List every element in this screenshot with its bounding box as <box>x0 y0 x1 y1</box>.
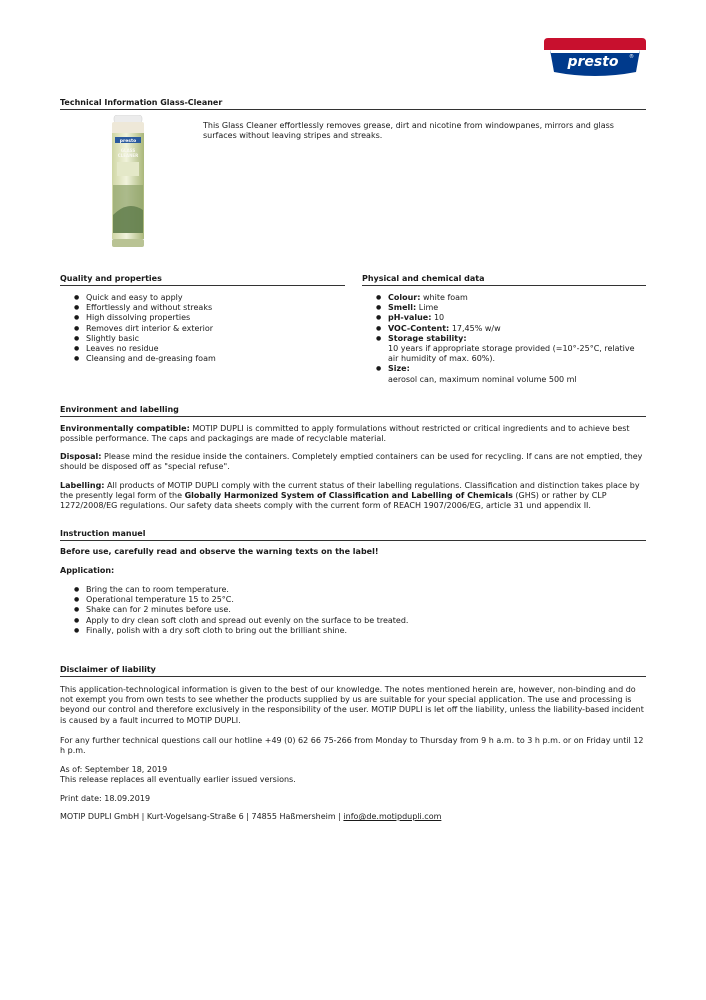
list-item <box>362 303 646 313</box>
disclaimer-paragraph: This application-technological information is given to the best of our knowledge. The notes mentioned herein are, however, non-binding and do not exempt you from own tests to see whether the products supplied by us are suitable for your special application. The use and processing is beyond our control and therefore exclusively in the responsibility of the user. MOTIP DUPLI is let off the liability, unless the liability-based incident is caused by a fault incurred to MOTIP DUPLI. <box>60 685 644 725</box>
disposal-label: Disposal: <box>60 452 102 461</box>
list-item <box>362 293 646 303</box>
spray-can-image <box>108 115 148 247</box>
can-label-line2: CLEANER <box>117 153 139 158</box>
print-date: Print date: 18.09.2019 <box>60 794 151 803</box>
list-item: ● Slightly basic <box>60 334 345 344</box>
ghs-text: Globally Harmonized System of Classification and Labelling of Chemicals <box>184 491 513 501</box>
environment-text: MOTIP DUPLI is committed to apply formulations without restricted or critical ingredients and to achieve best possible performance. The caps and packagings are made of recyclable material. <box>60 424 630 444</box>
physical-list <box>362 293 646 385</box>
environment-title-text: Environment and labelling <box>60 405 179 414</box>
list-item <box>362 334 646 365</box>
list-item: ● Cleansing and de-greasing foam <box>60 354 345 364</box>
disclaimer-section-title <box>60 665 646 677</box>
colour-value: white foam <box>423 293 468 302</box>
labelling-label: Labelling: <box>60 481 105 490</box>
can-brand-text: presto <box>119 139 137 144</box>
product-description: This Glass Cleaner effortlessly removes grease, dirt and nicotine from windowpanes, mirrors and glass surfaces without leaving stripes and streaks. <box>203 121 614 141</box>
list-item: ● Effortlessly and without streaks <box>60 303 345 313</box>
list-item <box>362 324 646 334</box>
environment-paragraph <box>60 424 646 444</box>
list-item: ● High dissolving properties <box>60 313 345 323</box>
page-title <box>60 98 646 110</box>
list-item: ● Removes dirt interior & exterior <box>60 324 345 334</box>
list-item: ● Leaves no residue <box>60 344 345 354</box>
application-steps <box>60 585 646 636</box>
physical-title-text: Physical and chemical data <box>362 274 485 283</box>
smell-label: Smell: <box>388 303 417 313</box>
as-of-date: As of: September 18, 2019 <box>60 765 168 774</box>
warning-text: Before use, carefully read and observe the warning texts on the label! <box>60 547 379 556</box>
labelling-text-b: (GHS) or rather by CLP 1272/2008/EG regulations. Our safety data sheets comply with the current form of REACH 1907/2006/EG, article 31 und appendix II. <box>60 491 607 511</box>
labelling-paragraph <box>60 481 646 512</box>
page-title-text: Technical Information Glass-Cleaner <box>60 98 223 107</box>
storage-value: 10 years if appropriate storage provided (=10°-25°C, relative air humidity of max. 60%). <box>388 344 635 364</box>
footer-address-text: MOTIP DUPLI GmbH | Kurt-Vogelsang-Straße 6 | 74855 Haßmersheim | <box>60 812 344 821</box>
brand-name: presto <box>567 54 619 70</box>
list-item: ● Apply to dry clean soft cloth and spread out evenly on the surface to be treated. <box>60 616 646 626</box>
instruction-section-title <box>60 529 646 541</box>
smell-value: Lime <box>418 303 439 313</box>
hotline-paragraph: For any further technical questions call our hotline +49 (0) 62 66 75-266 from Monday to Thursday from 9 h a.m. to 3 h p.m. or on Friday until 12 h p.m. <box>60 736 644 756</box>
can-label-line1: GLASS <box>120 148 136 153</box>
application-label: Application: <box>60 566 115 575</box>
brand-mark: ® <box>629 54 634 60</box>
disclaimer-title-text: Disclaimer of liability <box>60 665 156 674</box>
list-item: ● Quick and easy to apply <box>60 293 345 303</box>
size-label: Size: <box>388 364 410 374</box>
size-value: aerosol can, maximum nominal volume 500 ml <box>388 374 577 384</box>
voc-value: 17,45% w/w <box>451 323 501 333</box>
ph-label: pH-value: <box>388 313 432 323</box>
presto-logo <box>544 38 646 78</box>
list-item: ● Finally, polish with a dry soft cloth to bring out the brilliant shine. <box>60 626 646 636</box>
list-item: ● Operational temperature 15 to 25°C. <box>60 595 646 605</box>
quality-title-text: Quality and properties <box>60 274 162 283</box>
colour-label: Colour: <box>388 293 421 302</box>
replaces-note: This release replaces all eventually earlier issued versions. <box>60 775 296 784</box>
environment-section-title <box>60 405 646 417</box>
ph-value: 10 <box>433 313 445 323</box>
list-item <box>362 313 646 323</box>
labelling-text-a: All products of MOTIP DUPLI comply with the current status of their labelling regulations. Classification and distinction takes place by the presently legal form of the <box>60 481 640 501</box>
physical-section-title <box>362 274 646 286</box>
quality-list <box>60 293 345 364</box>
disposal-text: Please mind the residue inside the containers. Completely emptied containers can be used for recycling. If cans are not emptied, they should be disposed off as "special refuse". <box>60 452 643 472</box>
quality-section-title <box>60 274 345 286</box>
environment-label: Environmentally compatible: <box>60 424 190 433</box>
instruction-title-text: Instruction manuel <box>60 529 146 538</box>
list-item: ● Shake can for 2 minutes before use. <box>60 605 646 615</box>
footer-address <box>60 812 646 822</box>
list-item <box>362 364 646 384</box>
list-item: ● Bring the can to room temperature. <box>60 585 646 595</box>
footer-email-link[interactable]: info@de.motipdupli.com <box>343 812 442 821</box>
voc-label: VOC-Content: <box>388 323 450 333</box>
storage-label: Storage stability: <box>388 333 467 343</box>
disposal-paragraph <box>60 452 646 472</box>
